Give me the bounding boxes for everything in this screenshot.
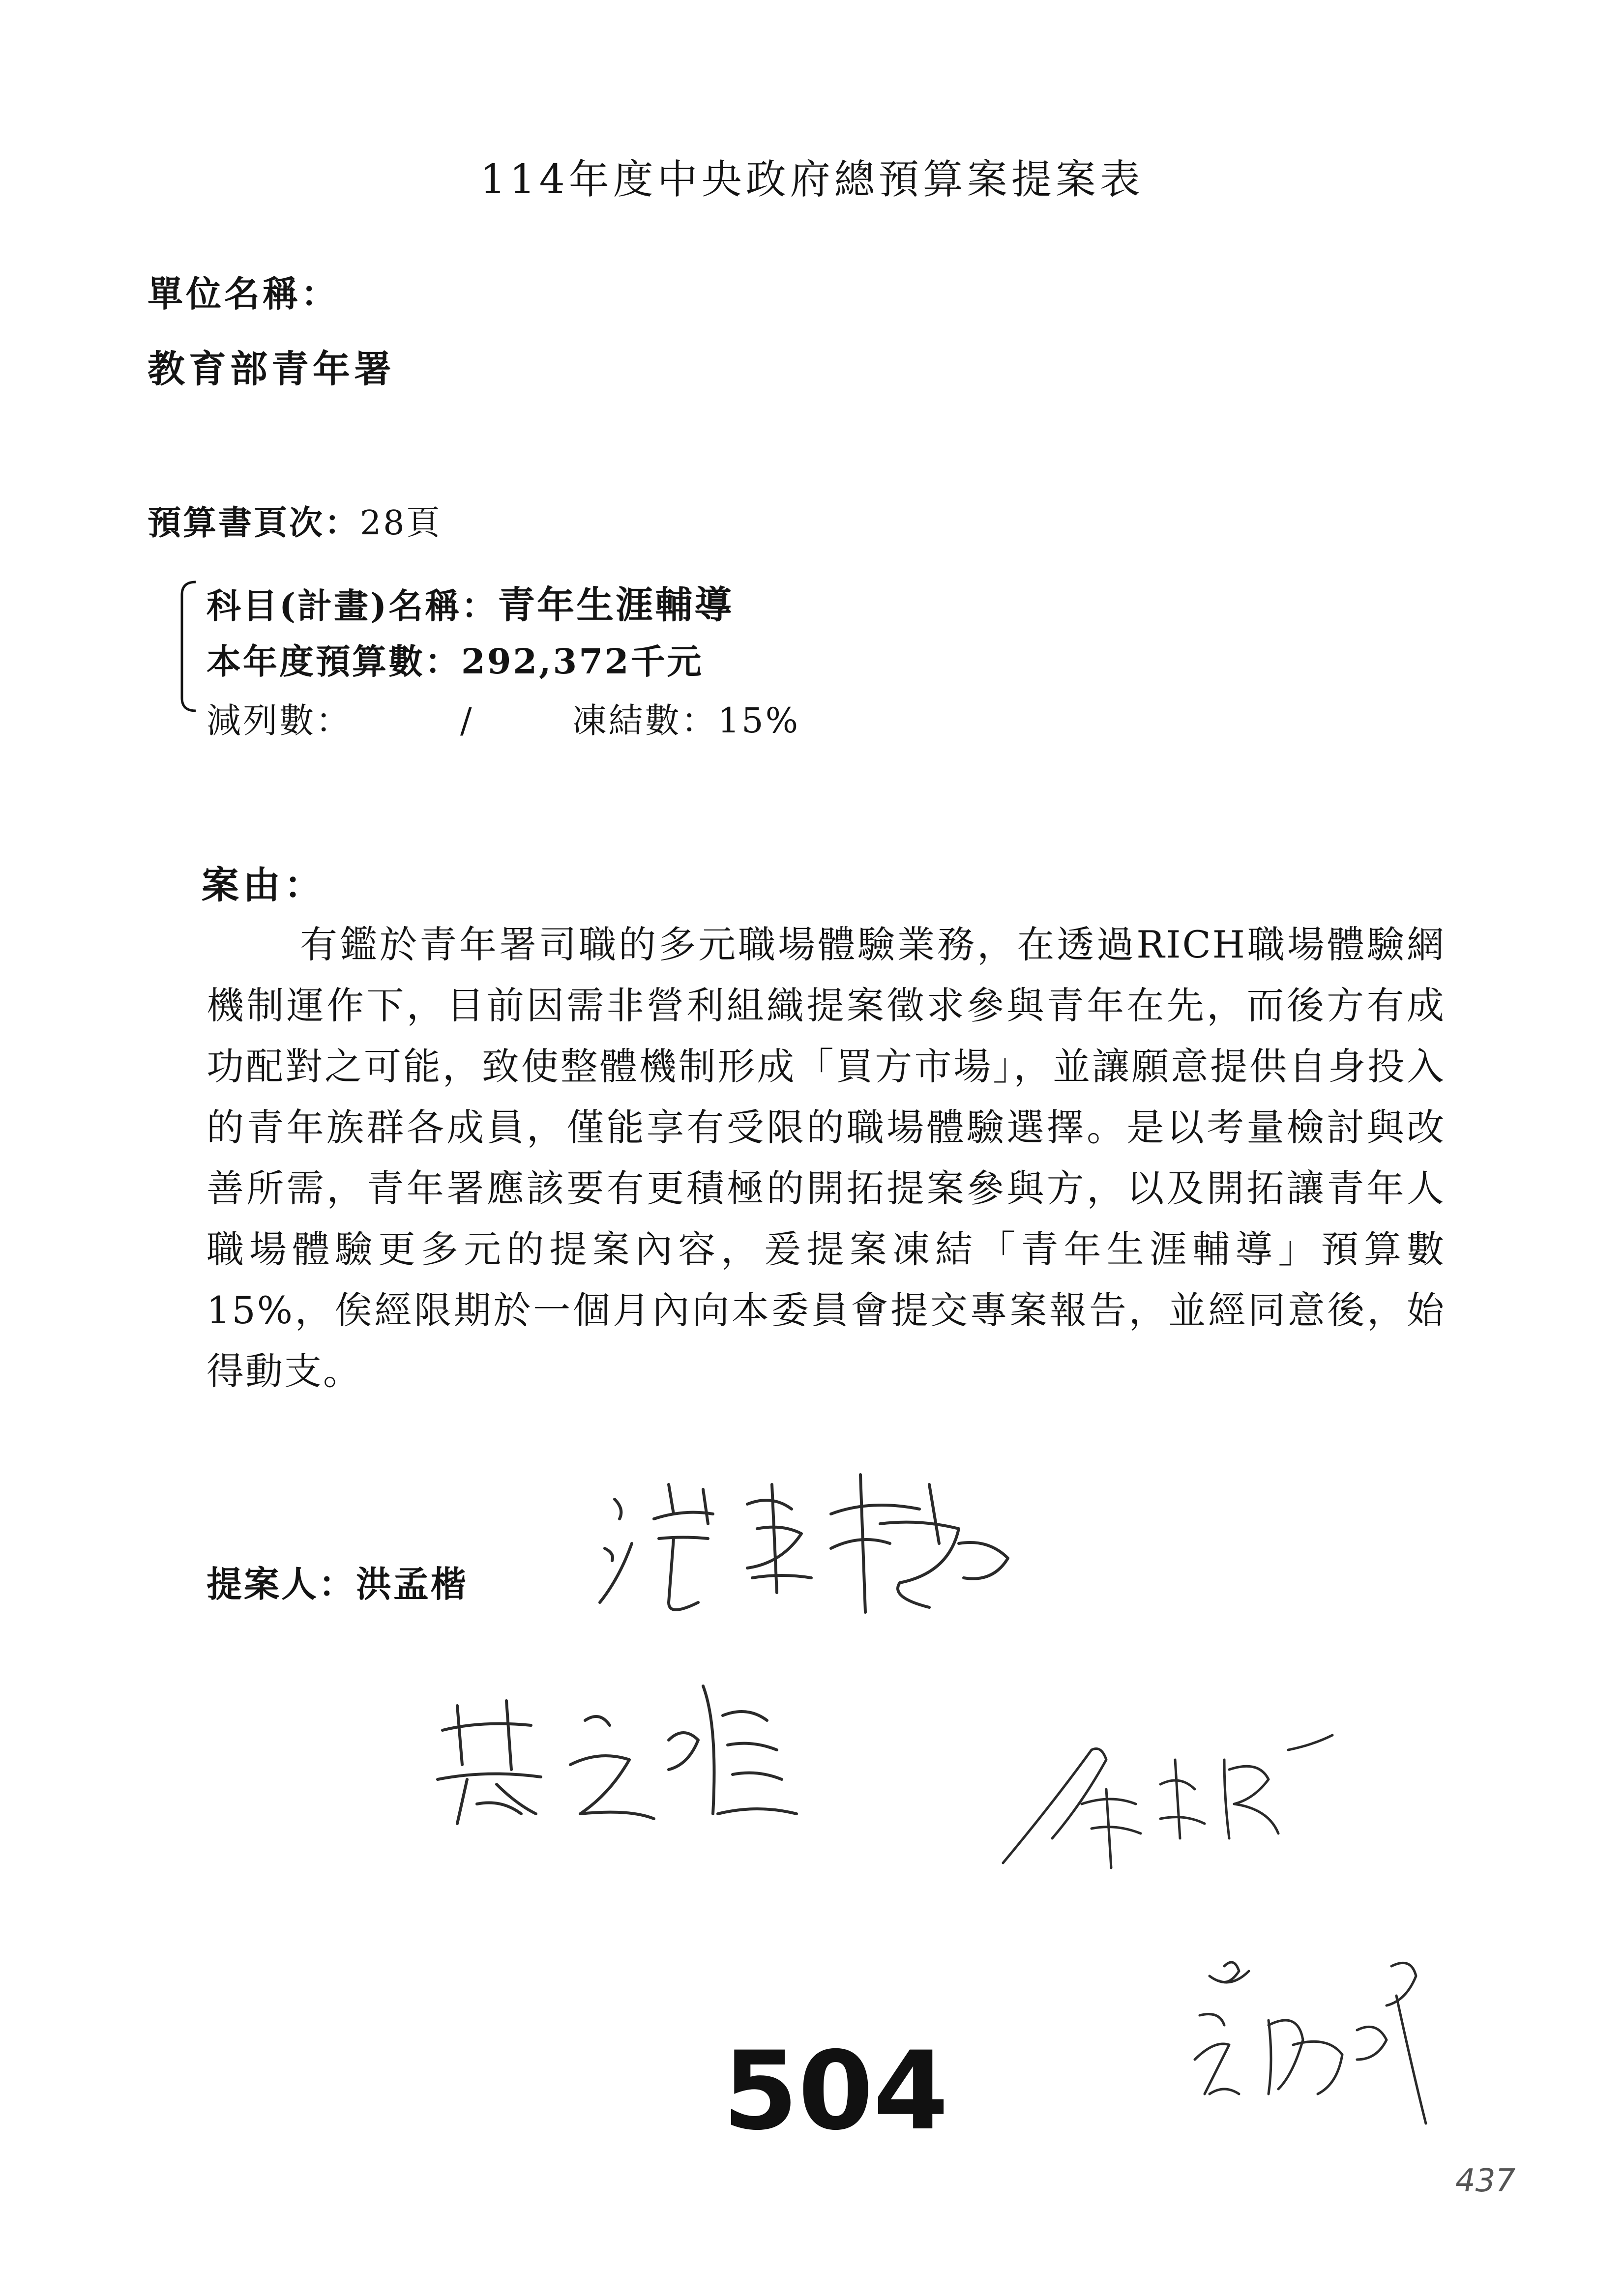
unit-value: 教育部青年署 (148, 347, 395, 391)
page-ref-value: 28頁 (360, 504, 442, 543)
subject-label: 科目(計畫)名稱： (207, 585, 498, 626)
signature-4-icon (1180, 1947, 1455, 2133)
budget-amount-line (207, 634, 704, 684)
folio-number: 437 (1455, 2163, 1516, 2199)
document-title: 114年度中央政府總預算案提案表 (480, 156, 1144, 203)
signature-1-icon (585, 1455, 1018, 1632)
freeze-value: 15% (717, 700, 800, 741)
reason-text: 有鑑於青年署司職的多元職場體驗業務，在透過RICH職場體驗網機制運作下，目前因需非營利組織提案徵求參與青年在先，而後方有成功配對之可能，致使整體機制形成「買方市場」，並讓願意提供自身投入的青年族群各成員，僅能享有受限的職場體驗選擇。是以考量檢討與改善所需，青年署應該要有更積極的開拓提案參與方，以及開拓讓青年人職場體驗更多元的提案內容，爰提案凍結「青年生涯輔導」預算數15%，俟經限期於一個月內向本委員會提交專案報告，並經同意後，始得動支。 (207, 923, 1446, 1393)
proposer-name: 洪孟楷 (356, 1563, 469, 1605)
freeze-label: 凍結數： (572, 700, 718, 741)
cut-value: / (460, 700, 474, 741)
subject-value: 青年生涯輔導 (498, 583, 734, 627)
proposer-line (207, 1556, 468, 1607)
budget-value: 292,372千元 (461, 641, 704, 682)
handwritten-number (718, 2025, 949, 2143)
proposer-label: 提案人： (207, 1563, 356, 1605)
cut-freeze-line (207, 693, 800, 743)
cut-label: 減列數： (207, 700, 352, 741)
handwritten-number-text: 504 (723, 2028, 949, 2143)
reason-label: 案由： (202, 863, 325, 907)
unit-label: 單位名稱： (148, 273, 340, 315)
subject-line (207, 575, 734, 629)
signature-2-icon (423, 1666, 826, 1833)
budget-label: 本年度預算數： (207, 641, 461, 682)
page-ref-label: 預算書頁次： (148, 503, 360, 543)
signature-3-icon (993, 1730, 1347, 1878)
budget-page-reference (148, 496, 442, 544)
bracket-icon (177, 580, 197, 713)
